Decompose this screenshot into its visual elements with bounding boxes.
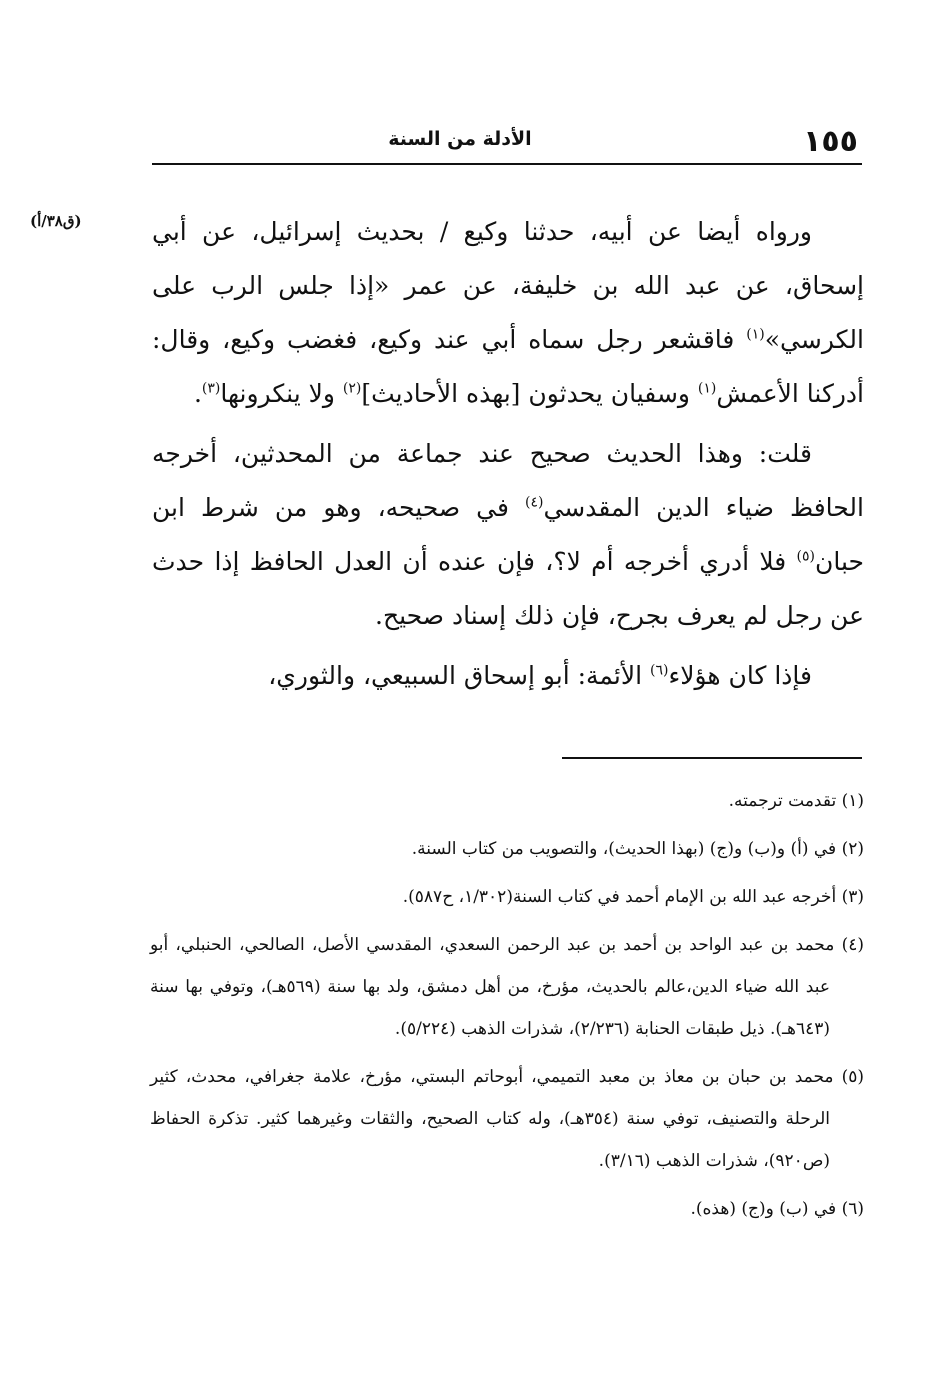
paragraph-2-text-c: فلا أدري أخرجه أم لا؟، فإن عنده أن العدل الحافظ إذا حدث عن رجل لم يعرف بجرح، فإن ذلك إسناد صحيح. (152, 547, 864, 630)
footnote-ref: (١) (697, 380, 717, 397)
footnote-3: (٣) أخرجه عبد الله بن الإمام أحمد في كتاب السنة(١/٣٠٢، ح٥٨٧). (402, 887, 864, 907)
folio-reference: (ق٣٨/أ) (30, 212, 82, 230)
paragraph-1-text-e: . (193, 379, 202, 408)
paragraph-1-text-c: وسفيان يحدثون [بهذه الأحاديث] (361, 379, 698, 408)
paragraph-1 (152, 205, 864, 421)
paragraph-3-text-a: فإذا كان هؤلاء (668, 661, 812, 690)
footnote-2: (٢) في (أ) و(ب) و(ج) (بهذا الحديث)، والتصويب من كتاب السنة. (411, 839, 864, 859)
footnote-5: (٥) محمد بن حبان بن معاذ بن معبد التميمي، أبوحاتم البستي، مؤرخ، علامة جغرافي، محدث، كثير الرحلة والتصنيف، توفي سنة (٣٥٤هـ)، وله كتاب الصحيح، والثقات وغيرهما كثير. تذكرة الحفاظ (ص٩٢٠)، شذرات الذهب (٣/١٦). (150, 1067, 864, 1171)
paragraph-2 (152, 427, 864, 643)
footnote-ref: (٣) (201, 380, 221, 397)
paragraph-1-text-d: ولا ينكرونها (220, 379, 343, 408)
main-text (152, 205, 864, 709)
paragraph-3 (152, 649, 864, 703)
footnote-ref: (٢) (342, 380, 362, 397)
footnotes (150, 780, 864, 1236)
footnote-ref: (١) (746, 326, 765, 343)
paragraph-1-text-a: ورواه أيضا عن أبيه، حدثنا وكيع / بحديث إسرائيل، عن أبي إسحاق، عن عبد الله بن خليفة، عن عمر «إذا جلس الرب على الكرسي» (152, 217, 864, 354)
footnote-ref: (٦) (650, 662, 669, 679)
paragraph-1-text-b: فاقشعر رجل سماه أبي عند وكيع، فغضب وكيع، وقال: أدركنا الأعمش (152, 325, 864, 408)
page-number: ١٥٥ (803, 124, 858, 159)
paragraph-3-text-b: الأئمة: أبو إسحاق السبيعي، والثوري، (268, 661, 650, 690)
header-rule (152, 163, 862, 165)
footnote-1: (١) تقدمت ترجمته. (728, 791, 864, 811)
footnote-ref: (٥) (796, 548, 816, 565)
footnote-ref: (٤) (524, 494, 544, 511)
footnote-6: (٦) في (ب) و(ج) (هذه). (690, 1199, 864, 1219)
running-title: الأدلة من السنة (388, 128, 532, 150)
footnote-4: (٤) محمد بن عبد الواحد بن أحمد بن عبد الرحمن السعدي، المقدسي الأصل، الصالحي، الحنبلي، أبو عبد الله ضياء الدين،عالم بالحديث، مؤرخ، من أهل دمشق، ولد بها سنة (٥٦٩هـ)، وتوفي بها سنة (٦٤٣هـ). ذيل طبقات الحنابة (٢/٢٣٦)، شذرات الذهب (٥/٢٢٤). (150, 935, 864, 1039)
paragraph-2-text-b: في صحيحه، وهو من شرط ابن حبان (152, 493, 864, 576)
paragraph-2-text-a: قلت: وهذا الحديث صحيح عند جماعة من المحدثين، أخرجه الحافظ ضياء الدين المقدسي (152, 439, 864, 522)
footnote-rule (562, 757, 862, 759)
